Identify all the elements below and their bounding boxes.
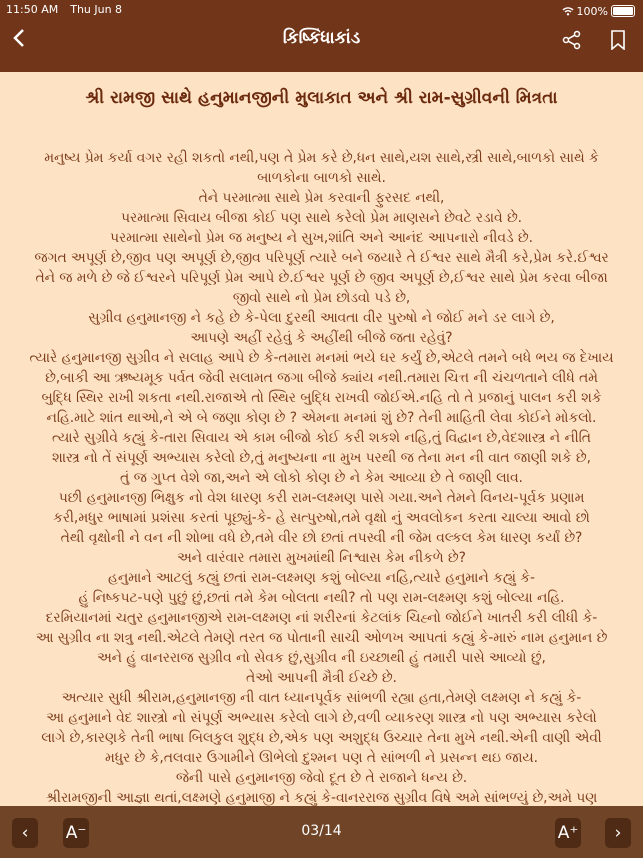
text-line: મનુષ્ય પ્રેમ કર્યા વગર રહી શકતો નથી,પણ તે પ્રેમ કરે છે,ધન સાથે,યશ સાથે,સ્ત્રી સાથે,બાળકો સાથે કે [44,150,599,166]
text-line: નહિ.માટે શાંત થાઓ,ને એ બે જણા કોણ છે ? એમના મનમાં શું છે? તેની માહિતી લેવા કોઈને મોકલો. [46,410,597,426]
text-line: લાગે છે,કારણકે તેની ભાષા બિલકુલ શુદ્ધ છે,એક પણ અશુદ્ધ ઉચ્ચાર તેના મુખે નથી.એની વાણી એવી [41,730,602,746]
text-line: તેને જ મળે છે જે ઈશ્વરને પરિપૂર્ણ પ્રેમ આપે છે.ઈશ્વર પૂર્ણ છે જીવ અપૂર્ણ છે,ઈશ્વર સાથે પ્રેમ કરવા બીજા [35,270,608,286]
status-bar [6,3,635,19]
text-line: શ્રીરામજીની આજ્ઞા થતાં,લક્ષ્મણે હનુમાજી ને કહ્યું કે-વાનરરાજ સુગ્રીવ વિષે અમે સાંભળ્યું છે,અમે પણ [45,790,598,806]
battery-percent: 100% [576,4,608,18]
text-line: કરી,મધુર ભાષામાં પ્રશંસા કરતાં પૂછ્યું-કે- હે સત્પુરુષો,તમે વૃક્ષો નું અવલોકન કરતા ચાલ્યા આવો છો [53,510,590,526]
battery-icon [611,5,635,17]
bookmark-button[interactable] [610,30,626,54]
text-line: હનુમાને આટલું કહ્યું છતાં રામ-લક્ષ્મણ કશું બોલ્યા નહિ,ત્યારે હનુમાને કહ્યું કે- [108,570,535,586]
text-line: શાસ્ત્ર નો તેં સંપૂર્ણ અભ્યાસ કરેલો છે,તું મનુષ્યના ના મુખ પરથી જ તેના મન ની વાત જાણી શકે છે, [52,450,591,466]
text-line: જગત અપૂર્ણ છે,જીવ પણ અપૂર્ણ છે,જીવ પરિપૂર્ણ ત્યારે બને જયારે તે ઈશ્વર સાથે મૈત્રી કરે,પ્રેમ કરે.ઈશ્વર [34,250,609,266]
text-line: તેને પરમાત્મા સાથે પ્રેમ કરવાની ફુરસદ નથી, [198,190,445,206]
text-line: ત્યારે હનુમાનજી સુગ્રીવ ને સલાહ આપે છે કે-તમારા મનમાં ભયે ઘર કર્યું છે,એટલે તમને બધે ભય જ દેખાય [29,350,614,366]
chapter-body[interactable] [0,148,643,806]
text-line: હું નિષ્કપટ-પણે પુછું છું,છતાં તમે કેમ બોલતા નથી? તો પણ રામ-લક્ષ્મણ કશું બોલ્યા નહિ. [78,590,565,606]
status-date: Thu Jun 8 [70,3,123,16]
text-line: પરમાત્મા સાથેનો પ્રેમ જ મનુષ્ય ને સુખ,શાંતિ અને આનંદ આપનારો નીવડે છે. [110,230,533,246]
text-line: મધુર છે કે,તલવાર ઉગામીને ઊભેલો દુશ્મન પણ તે સાંભળી ને પ્રસન્ન થઇ જાય. [105,750,538,766]
text-line: આ હનુમાને વેદ શાસ્ત્રો નો સંપૂર્ણ અભ્યાસ કરેલો લાગે છે,વળી વ્યાકરણ શાસ્ત્ર નો પણ અભ્યાસ કરેલો [46,710,597,726]
text-line: તેથી વૃક્ષોની ને વન ની શોભા વધે છે,તમે વીર છો છતાં તપસ્વી ની જેમ વલ્કલ કેમ ધારણ કર્યાં છે? [60,530,583,546]
text-line: બુદ્ધિ સ્થિર રાખી શકતા નથી.રાજાએ તો સ્થિર બુદ્ધિ રાખવી જોઈએ.નહિ તો તે પ્રજાનું પાલન કરી શકે [41,390,602,406]
share-button[interactable] [562,30,582,54]
bookmark-icon [610,30,626,50]
text-line: છે,બાકી આ ઋષ્યમૂક પર્વત જેવી સલામત જગા બીજે ક્યાંય નથી.તમારા ચિત્ત ની ચંચળતાને લીધે તમે [45,370,598,386]
top-bar [0,0,643,72]
next-page-button[interactable]: › [605,818,631,848]
status-time: 11:50 AM [6,3,59,16]
font-decrease-button[interactable]: A⁻ [63,818,89,848]
share-icon [562,30,582,50]
text-line: પછી હનુમાનજી ભિક્ષુક નો વેશ ધારણ કરી રામ-લક્ષ્મણ પાસે ગયા.અને તેમને વિનય-પૂર્વક પ્રણામ [58,490,585,506]
previous-page-button[interactable]: ‹ [12,818,38,848]
text-line: અને વારંવાર તમારા મુખમાંથી નિશ્વાસ કેમ નીકળે છે? [177,550,466,566]
text-line: ત્યારે સુગ્રીવે કહ્યું કે-તારા સિવાય એ કામ બીજો કોઈ કરી શકશે નહિ,તું વિદ્વાન છે,વેદશાસ્ત્ર ને નીતિ [52,430,591,446]
nav-title: કિષ્કિંધાકાંડ [282,28,361,48]
text-line: બાળકોના બાળકો સાથે. [257,170,386,186]
text-line: અને હું વાનરરાજ સુગ્રીવ નો સેવક છું,સુગ્રીવ ની ઇચ્છાથી હું તમારી પાસે આવ્યો છું, [97,650,546,666]
text-line: તેઓ આપની મૈત્રી ઈચ્છે છે. [246,670,397,686]
font-increase-button[interactable]: A⁺ [555,818,581,848]
chapter-title: શ્રી રામજી સાથે હનુમાનજીની મુલાકાત અને શ્રી રામ-સુગ્રીવની મિત્રતા [85,88,558,108]
text-line: તું જ ગુપ્ત વેશે જા,અને એ લોકો કોણ છે ને કેમ આવ્યા છે તે જાણી લાવ. [120,470,523,486]
page-indicator: 03/14 [301,823,342,839]
text-line: આ સુગ્રીવ ના શત્રુ નથી.એટલે તેમણે તરત જ પોતાની સાચી ઓળખ આપતાં કહ્યું કે-મારું નામ હનુમાન છે [35,630,608,646]
text-line: સુગ્રીવ હનુમાનજી ને કહે છે કે-પેલા દુરથી આવતા વીર પુરુષો ને જોઈ મને ડર લાગે છે, [88,310,555,326]
text-line: આપણે અહીં રહેવું કે અહીંથી બીજે જતા રહેવું? [190,330,453,346]
wifi-icon [562,6,574,16]
text-line: જેની પાસે હનુમાનજી જેવો દૂત છે તે રાજાને ધન્ય છે. [175,770,468,786]
text-line: દરમિયાનમાં ચતુર હનુમાનજીએ રામ-લક્ષ્મણ નાં શરીરનાં કેટલાંક ચિહ્નો જોઈને ખાતરી કરી લીધી કે- [45,610,598,626]
text-line: જીવો સાથે નો પ્રેમ છોડવો પડે છે, [232,290,411,306]
text-line: પરમાત્મા સિવાય બીજા કોઈ પણ સાથે કરેલો પ્રેમ માણસને છેવટે રડાવે છે. [120,210,523,226]
bottom-bar [0,806,643,858]
text-line: અત્યાર સુધી શ્રીરામ,હનુમાનજી ની વાત ધ્યાનપૂર્વક સાંભળી રહ્યા હતા,તેમણે લક્ષ્મણ ને કહ્યું કે- [61,690,582,706]
